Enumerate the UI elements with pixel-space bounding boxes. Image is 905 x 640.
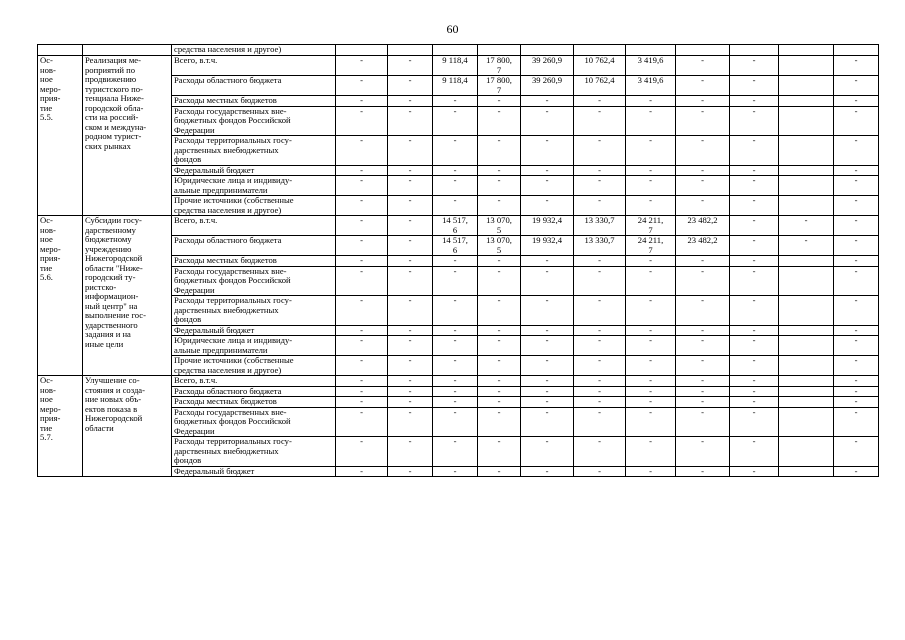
measure-number-cell: Ос- нов- ное меро- прия- тие 5.6. <box>38 216 83 376</box>
value-cell <box>779 266 834 296</box>
value-cell: - <box>478 376 521 387</box>
value-cell: - <box>336 196 388 216</box>
value-cell: - <box>388 397 433 408</box>
value-cell: - <box>336 407 388 437</box>
value-cell: 9 118,4 <box>433 56 478 76</box>
value-cell: - <box>676 336 730 356</box>
value-cell: - <box>574 256 626 267</box>
value-cell: 10 762,4 <box>574 56 626 76</box>
value-cell: - <box>626 136 676 166</box>
value-cell: - <box>521 296 574 326</box>
value-cell: - <box>676 407 730 437</box>
value-cell: - <box>834 296 879 326</box>
value-cell: 3 419,6 <box>626 56 676 76</box>
value-cell <box>779 56 834 76</box>
value-cell: - <box>336 176 388 196</box>
value-cell: - <box>336 397 388 408</box>
value-cell: - <box>433 136 478 166</box>
value-cell: 23 482,2 <box>676 216 730 236</box>
value-cell: - <box>433 106 478 136</box>
funding-source-cell: Федеральный бюджет <box>172 165 336 176</box>
value-cell: 9 118,4 <box>433 76 478 96</box>
value-cell: - <box>478 325 521 336</box>
value-cell: - <box>388 176 433 196</box>
value-cell: - <box>730 437 779 467</box>
value-cell: - <box>676 266 730 296</box>
value-cell: - <box>478 336 521 356</box>
value-cell: - <box>521 336 574 356</box>
value-cell <box>834 45 879 56</box>
value-cell: - <box>336 136 388 166</box>
value-cell: - <box>676 386 730 397</box>
value-cell: - <box>574 356 626 376</box>
value-cell <box>779 76 834 96</box>
table-body <box>38 45 879 477</box>
value-cell: - <box>730 196 779 216</box>
value-cell: - <box>730 96 779 107</box>
value-cell: - <box>834 266 879 296</box>
value-cell: - <box>730 136 779 166</box>
value-cell: - <box>626 356 676 376</box>
value-cell: - <box>521 397 574 408</box>
value-cell: - <box>834 106 879 136</box>
value-cell: - <box>676 106 730 136</box>
funding-source-cell: Расходы государственных вне- бюджетных фондов Российской Федерации <box>172 266 336 296</box>
source-cell: средства населения и другое) <box>172 45 336 56</box>
value-cell <box>478 45 521 56</box>
value-cell: - <box>336 325 388 336</box>
value-cell: - <box>626 176 676 196</box>
value-cell: - <box>676 256 730 267</box>
funding-source-cell: Федеральный бюджет <box>172 325 336 336</box>
value-cell: - <box>521 466 574 477</box>
measure-title-cell: Улучшение со- стояния и созда- ние новых объ- ектов показа в Нижегородской области <box>83 376 172 477</box>
measure-number-cell: Ос- нов- ное меро- прия- тие 5.5. <box>38 56 83 216</box>
value-cell: - <box>388 196 433 216</box>
value-cell: - <box>433 386 478 397</box>
funding-source-cell: Расходы местных бюджетов <box>172 256 336 267</box>
value-cell: - <box>574 466 626 477</box>
value-cell: - <box>730 466 779 477</box>
measure-number-cell: Ос- нов- ное меро- прия- тие 5.7. <box>38 376 83 477</box>
value-cell: - <box>478 407 521 437</box>
value-cell: - <box>521 96 574 107</box>
value-cell: - <box>574 176 626 196</box>
value-cell: - <box>521 407 574 437</box>
value-cell: - <box>388 236 433 256</box>
value-cell <box>574 45 626 56</box>
value-cell: - <box>676 76 730 96</box>
value-cell: - <box>521 196 574 216</box>
value-cell <box>779 376 834 387</box>
value-cell: - <box>478 386 521 397</box>
value-cell: - <box>834 386 879 397</box>
funding-source-cell: Расходы местных бюджетов <box>172 397 336 408</box>
value-cell <box>779 296 834 326</box>
value-cell: - <box>834 136 879 166</box>
value-cell: - <box>336 56 388 76</box>
value-cell: - <box>433 466 478 477</box>
value-cell: - <box>834 397 879 408</box>
value-cell: - <box>521 176 574 196</box>
measure-title-cell: Субсидии госу- дарственному бюджетному учреждению Нижегородской области "Ниже- городский ту- ристско- информацион- ный центр" на выполнение гос- ударственного задания и на иные цели <box>83 216 172 376</box>
funding-source-cell: Расходы территориальных госу- дарственных внебюджетных фондов <box>172 296 336 326</box>
value-cell: 39 260,9 <box>521 76 574 96</box>
funding-source-cell: Прочие источники (собственные средства населения и другое) <box>172 196 336 216</box>
value-cell: - <box>626 407 676 437</box>
value-cell: - <box>834 376 879 387</box>
value-cell: 14 517, 6 <box>433 236 478 256</box>
value-cell: - <box>574 165 626 176</box>
value-cell: - <box>478 397 521 408</box>
value-cell: - <box>676 96 730 107</box>
table-row <box>38 376 879 387</box>
value-cell <box>779 96 834 107</box>
value-cell <box>779 256 834 267</box>
value-cell: - <box>433 437 478 467</box>
value-cell: - <box>676 325 730 336</box>
value-cell: - <box>388 356 433 376</box>
value-cell: - <box>834 216 879 236</box>
value-cell: - <box>478 256 521 267</box>
value-cell: - <box>388 76 433 96</box>
value-cell: 17 800, 7 <box>478 56 521 76</box>
funding-source-cell: Юридические лица и индивиду- альные предприниматели <box>172 176 336 196</box>
value-cell: - <box>574 296 626 326</box>
value-cell: - <box>521 256 574 267</box>
value-cell: - <box>478 437 521 467</box>
value-cell: - <box>574 325 626 336</box>
value-cell: - <box>388 407 433 437</box>
value-cell: - <box>433 196 478 216</box>
value-cell: - <box>478 136 521 166</box>
value-cell: - <box>478 296 521 326</box>
value-cell: - <box>336 336 388 356</box>
category-cell <box>38 45 83 56</box>
value-cell <box>779 196 834 216</box>
value-cell <box>336 45 388 56</box>
value-cell: - <box>336 106 388 136</box>
value-cell <box>433 45 478 56</box>
value-cell: - <box>834 76 879 96</box>
value-cell: 14 517, 6 <box>433 216 478 236</box>
value-cell: - <box>626 266 676 296</box>
value-cell: - <box>574 386 626 397</box>
value-cell: 13 330,7 <box>574 216 626 236</box>
value-cell: - <box>626 466 676 477</box>
value-cell: - <box>521 437 574 467</box>
continuation-row <box>38 45 879 56</box>
funding-source-cell: Расходы государственных вне- бюджетных фондов Российской Федерации <box>172 407 336 437</box>
value-cell: - <box>730 296 779 326</box>
value-cell: - <box>574 376 626 387</box>
value-cell: - <box>336 96 388 107</box>
value-cell: - <box>730 236 779 256</box>
value-cell <box>779 106 834 136</box>
value-cell: - <box>336 356 388 376</box>
value-cell: - <box>433 325 478 336</box>
value-cell: - <box>521 165 574 176</box>
value-cell: - <box>834 356 879 376</box>
value-cell: - <box>626 106 676 136</box>
value-cell: - <box>388 376 433 387</box>
value-cell: - <box>336 216 388 236</box>
value-cell: - <box>730 216 779 236</box>
value-cell: - <box>388 256 433 267</box>
value-cell: - <box>730 397 779 408</box>
value-cell: - <box>626 165 676 176</box>
value-cell: - <box>336 76 388 96</box>
value-cell: - <box>676 356 730 376</box>
value-cell: - <box>676 376 730 387</box>
value-cell: - <box>676 176 730 196</box>
value-cell: - <box>676 56 730 76</box>
value-cell: - <box>433 397 478 408</box>
value-cell: - <box>388 266 433 296</box>
value-cell: - <box>676 165 730 176</box>
value-cell: 13 070, 5 <box>478 216 521 236</box>
value-cell: - <box>433 96 478 107</box>
value-cell: 19 932,4 <box>521 236 574 256</box>
value-cell: - <box>676 296 730 326</box>
value-cell: - <box>336 266 388 296</box>
value-cell: - <box>388 336 433 356</box>
value-cell: - <box>626 386 676 397</box>
value-cell: - <box>433 256 478 267</box>
value-cell: - <box>574 96 626 107</box>
value-cell: - <box>336 165 388 176</box>
title-cell <box>83 45 172 56</box>
value-cell: 23 482,2 <box>676 236 730 256</box>
funding-source-cell: Расходы государственных вне- бюджетных фондов Российской Федерации <box>172 106 336 136</box>
value-cell: - <box>730 407 779 437</box>
measure-title-cell: Реализация ме- роприятий по продвижению туристского по- тенциала Ниже- городской обла- сти на россий- ском и междуна- родном турист- ских рынках <box>83 56 172 216</box>
value-cell: - <box>388 216 433 236</box>
funding-source-cell: Всего, в.т.ч. <box>172 216 336 236</box>
value-cell <box>779 325 834 336</box>
value-cell: - <box>478 106 521 136</box>
funding-source-cell: Расходы территориальных госу- дарственных внебюджетных фондов <box>172 437 336 467</box>
value-cell: - <box>388 296 433 326</box>
value-cell: - <box>730 325 779 336</box>
value-cell <box>388 45 433 56</box>
value-cell: - <box>574 106 626 136</box>
value-cell: - <box>478 196 521 216</box>
value-cell: - <box>834 407 879 437</box>
value-cell: - <box>574 407 626 437</box>
value-cell: - <box>574 196 626 216</box>
value-cell: - <box>433 266 478 296</box>
value-cell: - <box>336 296 388 326</box>
value-cell: - <box>834 165 879 176</box>
value-cell: - <box>478 165 521 176</box>
value-cell: - <box>336 236 388 256</box>
funding-source-cell: Расходы территориальных госу- дарственных внебюджетных фондов <box>172 136 336 166</box>
value-cell: - <box>676 397 730 408</box>
value-cell: - <box>779 216 834 236</box>
value-cell: - <box>478 266 521 296</box>
value-cell: - <box>626 397 676 408</box>
value-cell: - <box>388 56 433 76</box>
value-cell: - <box>478 356 521 376</box>
value-cell: - <box>834 56 879 76</box>
funding-source-cell: Всего, в.т.ч. <box>172 376 336 387</box>
value-cell: - <box>834 196 879 216</box>
value-cell: 13 330,7 <box>574 236 626 256</box>
value-cell: - <box>388 466 433 477</box>
budget-table <box>37 44 879 477</box>
value-cell: - <box>834 256 879 267</box>
value-cell <box>779 356 834 376</box>
value-cell: - <box>521 106 574 136</box>
value-cell <box>779 386 834 397</box>
value-cell: - <box>336 386 388 397</box>
value-cell: 24 211, 7 <box>626 236 676 256</box>
value-cell: - <box>388 96 433 107</box>
value-cell: 39 260,9 <box>521 56 574 76</box>
value-cell: - <box>779 236 834 256</box>
value-cell: - <box>834 437 879 467</box>
value-cell: 24 211, 7 <box>626 216 676 236</box>
value-cell: - <box>676 136 730 166</box>
value-cell: - <box>834 96 879 107</box>
value-cell: 10 762,4 <box>574 76 626 96</box>
value-cell: - <box>574 136 626 166</box>
value-cell: - <box>626 196 676 216</box>
value-cell: - <box>676 466 730 477</box>
value-cell: - <box>574 336 626 356</box>
funding-source-cell: Расходы областного бюджета <box>172 236 336 256</box>
value-cell: - <box>388 106 433 136</box>
value-cell: - <box>730 376 779 387</box>
value-cell: - <box>626 376 676 387</box>
value-cell: - <box>388 325 433 336</box>
funding-source-cell: Прочие источники (собственные средства населения и другое) <box>172 356 336 376</box>
value-cell: - <box>676 196 730 216</box>
value-cell: - <box>336 437 388 467</box>
value-cell: - <box>626 256 676 267</box>
value-cell: - <box>730 165 779 176</box>
value-cell: - <box>834 325 879 336</box>
value-cell <box>779 165 834 176</box>
value-cell: - <box>521 266 574 296</box>
table-row <box>38 56 879 76</box>
value-cell: - <box>433 165 478 176</box>
value-cell <box>779 336 834 356</box>
value-cell: - <box>478 466 521 477</box>
value-cell: - <box>730 56 779 76</box>
value-cell: - <box>433 336 478 356</box>
value-cell <box>779 407 834 437</box>
value-cell: - <box>521 136 574 166</box>
value-cell: - <box>433 376 478 387</box>
funding-source-cell: Расходы областного бюджета <box>172 386 336 397</box>
value-cell: - <box>626 437 676 467</box>
value-cell <box>676 45 730 56</box>
value-cell: - <box>626 325 676 336</box>
value-cell: - <box>574 266 626 296</box>
value-cell: - <box>626 336 676 356</box>
value-cell: - <box>730 256 779 267</box>
funding-source-cell: Расходы местных бюджетов <box>172 96 336 107</box>
value-cell <box>779 466 834 477</box>
funding-source-cell: Федеральный бюджет <box>172 466 336 477</box>
value-cell: - <box>730 266 779 296</box>
value-cell: - <box>730 336 779 356</box>
page-number: 60 <box>446 22 459 36</box>
value-cell: 19 932,4 <box>521 216 574 236</box>
value-cell: - <box>834 236 879 256</box>
value-cell: 13 070, 5 <box>478 236 521 256</box>
value-cell <box>779 45 834 56</box>
value-cell: - <box>388 165 433 176</box>
value-cell: 3 419,6 <box>626 76 676 96</box>
value-cell: - <box>388 136 433 166</box>
value-cell: - <box>521 376 574 387</box>
value-cell: - <box>730 386 779 397</box>
value-cell: - <box>730 76 779 96</box>
value-cell: - <box>574 397 626 408</box>
value-cell: - <box>730 106 779 136</box>
value-cell: - <box>521 325 574 336</box>
value-cell: - <box>574 437 626 467</box>
value-cell: - <box>834 466 879 477</box>
value-cell: - <box>834 176 879 196</box>
value-cell: - <box>433 356 478 376</box>
value-cell: - <box>676 437 730 467</box>
value-cell: - <box>388 437 433 467</box>
value-cell: - <box>521 356 574 376</box>
value-cell: - <box>433 407 478 437</box>
value-cell: - <box>626 296 676 326</box>
value-cell: 17 800, 7 <box>478 76 521 96</box>
value-cell <box>730 45 779 56</box>
value-cell: - <box>336 376 388 387</box>
value-cell: - <box>336 466 388 477</box>
funding-source-cell: Расходы областного бюджета <box>172 76 336 96</box>
value-cell <box>521 45 574 56</box>
value-cell <box>779 397 834 408</box>
value-cell: - <box>521 386 574 397</box>
value-cell: - <box>478 96 521 107</box>
value-cell: - <box>834 336 879 356</box>
value-cell <box>779 176 834 196</box>
funding-source-cell: Юридические лица и индивиду- альные предприниматели <box>172 336 336 356</box>
value-cell: - <box>388 386 433 397</box>
value-cell: - <box>730 176 779 196</box>
value-cell: - <box>433 176 478 196</box>
value-cell: - <box>336 256 388 267</box>
value-cell: - <box>730 356 779 376</box>
value-cell: - <box>626 96 676 107</box>
table-row <box>38 216 879 236</box>
funding-source-cell: Всего, в.т.ч. <box>172 56 336 76</box>
value-cell: - <box>478 176 521 196</box>
value-cell <box>626 45 676 56</box>
value-cell <box>779 437 834 467</box>
value-cell: - <box>433 296 478 326</box>
value-cell <box>779 136 834 166</box>
